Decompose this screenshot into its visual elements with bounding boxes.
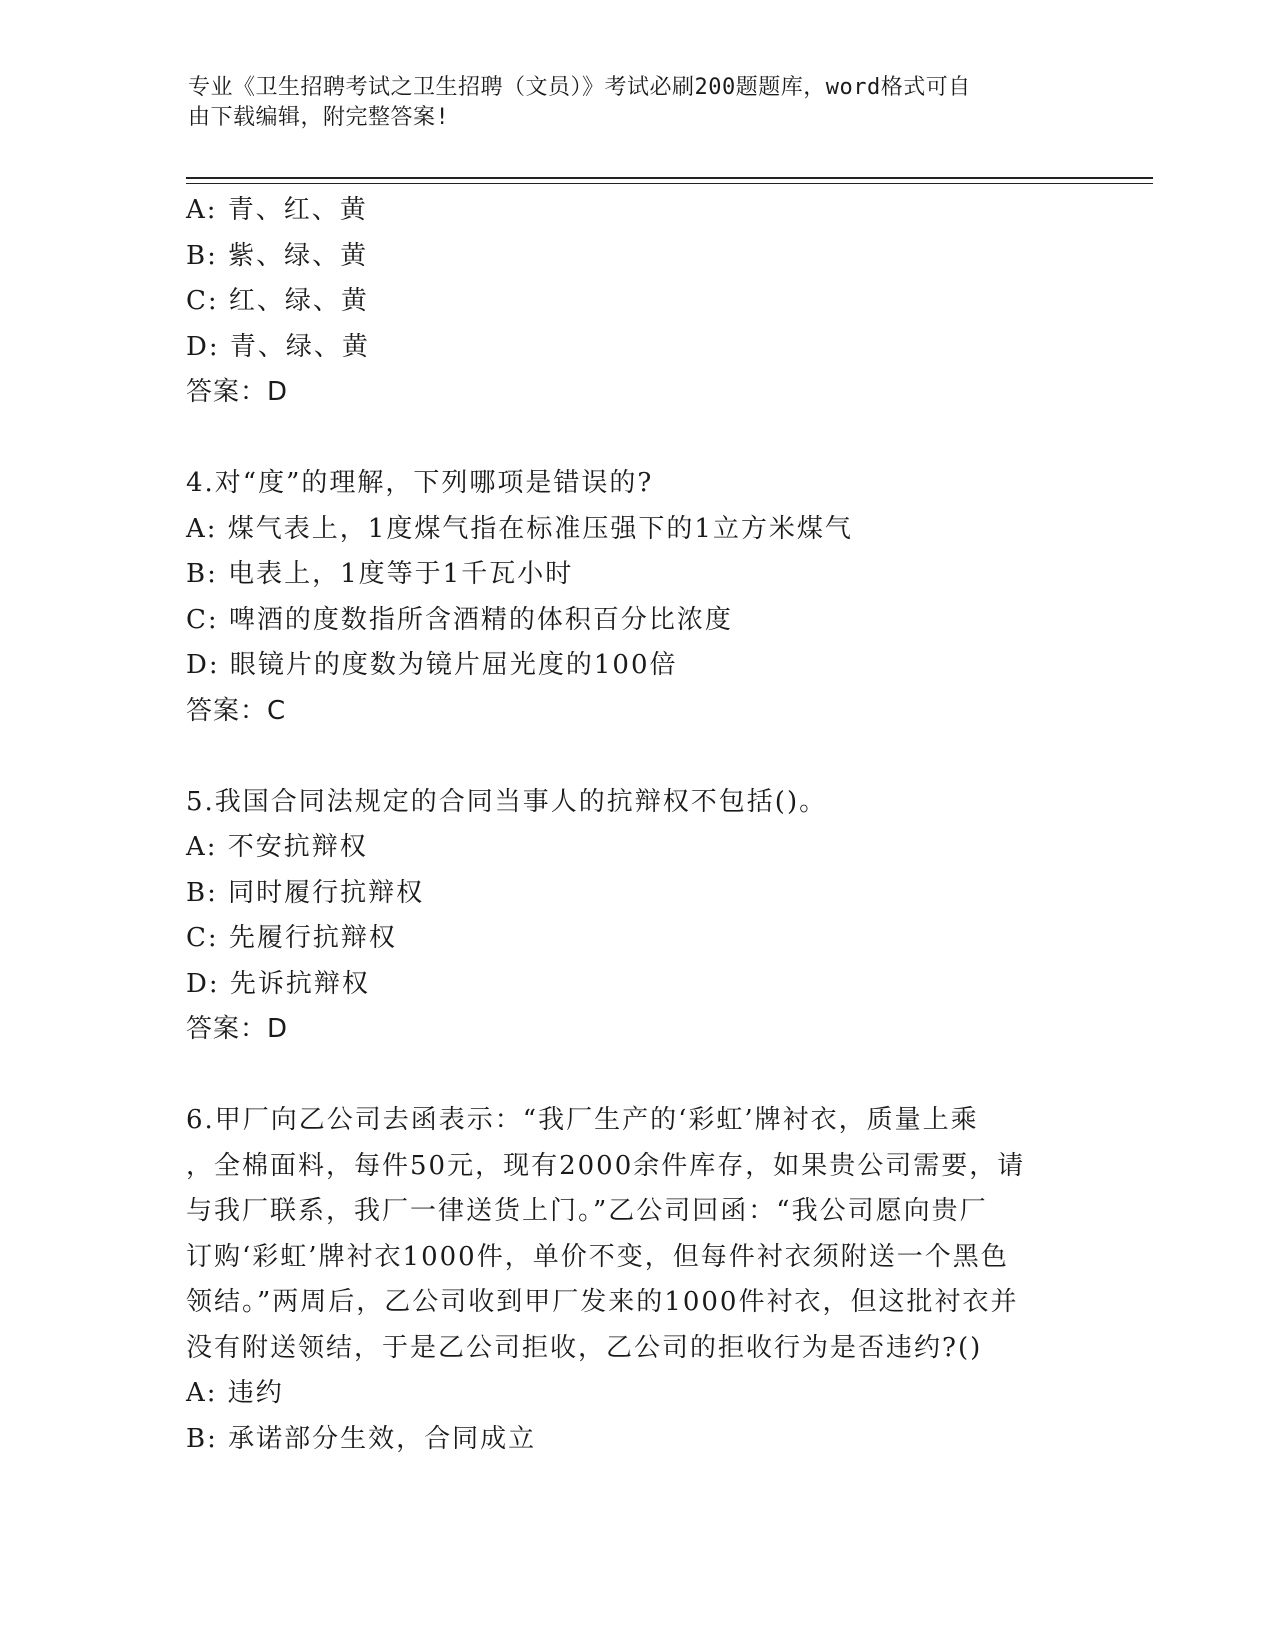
q4-answer: 答案：C [186, 695, 287, 726]
q3-option-b: B: 紫、绿、黄 [186, 240, 369, 271]
q4-option-b: B: 电表上，1度等于1千瓦小时 [186, 559, 574, 589]
header-divider-bottom [186, 183, 1153, 184]
q4-option-c: C: 啤酒的度数指所含酒精的体积百分比浓度 [186, 604, 733, 635]
q5-option-b: B: 同时履行抗辩权 [186, 877, 425, 908]
q5-option-a: A: 不安抗辩权 [186, 832, 368, 862]
header-line-1: 专业《卫生招聘考试之卫生招聘（文员）》考试必刷200题题库，word格式可自 [188, 75, 971, 100]
q3-answer: 答案：D [186, 377, 289, 407]
spacer [186, 734, 1086, 780]
q5-question: 5.我国合同法规定的合同当事人的抗辩权不包括()。 [186, 786, 828, 817]
q3-option-a: A: 青、红、黄 [186, 195, 368, 225]
q5-option-c: C: 先履行抗辩权 [186, 923, 397, 953]
spacer [186, 416, 1086, 462]
q6-question-line: ，全棉面料，每件50元，现有2000余件库存，如果贵公司需要，请 [186, 1150, 1026, 1181]
q3-option-d: D: 青、绿、黄 [186, 331, 370, 362]
q4-option-d: D: 眼镜片的度数为镜片屈光度的100倍 [186, 650, 678, 680]
question-list [186, 188, 1086, 1462]
q6-option-b: B: 承诺部分生效，合同成立 [186, 1423, 537, 1454]
q4-question: 4.对“度”的理解，下列哪项是错误的? [186, 468, 654, 498]
spacer [186, 1053, 1086, 1099]
q6-question-line: 6.甲厂向乙公司去函表示：“我厂生产的‘彩虹’牌衬衣，质量上乘 [186, 1105, 979, 1135]
q6-question-line: 订购‘彩虹’牌衬衣1000件，单价不变，但每件衬衣须附送一个黑色 [186, 1241, 1009, 1272]
q6-question-line: 领结。”两周后，乙公司收到甲厂发来的1000件衬衣，但这批衬衣并 [186, 1287, 1019, 1317]
q4-option-a: A: 煤气表上，1度煤气指在标准压强下的1立方米煤气 [186, 513, 853, 544]
q6-question-line: 与我厂联系，我厂一律送货上门。”乙公司回函：“我公司愿向贵厂 [186, 1196, 988, 1226]
q5-answer: 答案：D [186, 1014, 289, 1044]
q6-option-a: A: 违约 [186, 1378, 284, 1408]
document-header [188, 73, 1068, 133]
header-divider-top [186, 177, 1153, 179]
q5-option-d: D: 先诉抗辩权 [186, 968, 370, 999]
q6-question-line: 没有附送领结，于是乙公司拒收，乙公司的拒收行为是否违约?() [186, 1332, 983, 1363]
header-line-2: 由下载编辑，附完整答案! [188, 105, 450, 130]
q3-option-c: C: 红、绿、黄 [186, 286, 369, 316]
